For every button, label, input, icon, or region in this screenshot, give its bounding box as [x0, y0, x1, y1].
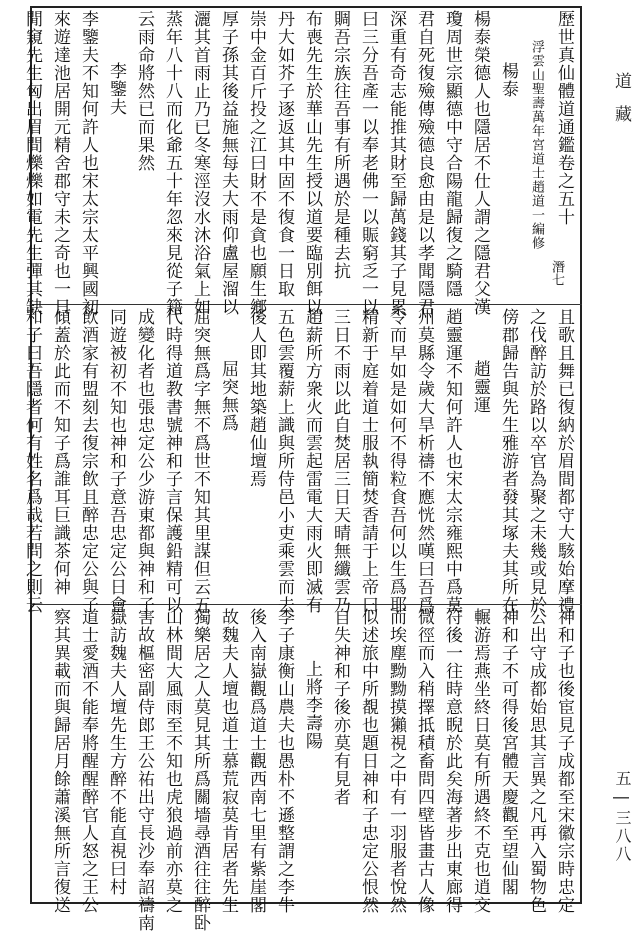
text-column: 符後一往時意睨於此矣海著步出東廊得: [442, 608, 462, 914]
text-column: 深重有奇志能推其財至歸萬錢其子見累: [386, 10, 406, 316]
text-column: 云雨命將然已而果然: [134, 10, 154, 172]
corner-label: 潛七: [549, 260, 564, 286]
text-column: 後人即其地築趙仙壇焉: [246, 308, 266, 488]
text-column: 獨樂居之人莫見其所爲關墻尋酒往往醉卧: [190, 608, 210, 932]
text-column: 故魏夫人壇也道士慕荒寂莫肯居者先生: [218, 608, 238, 914]
scroll-title: 歷世真仙體道通鑑卷之五十: [554, 10, 574, 226]
section-heading: 上將李壽陽: [302, 660, 322, 750]
text-column: 自失神和子後亦莫有見者: [330, 608, 350, 806]
text-column: 之伐醉訪於路以卒官為聚之未幾或見於: [526, 308, 546, 614]
text-column: 而埃塵黝黝摸獺視之中有一羽服者悅然: [386, 608, 406, 914]
text-column: 厚子孫其後益施無每夫大雨仰盧屋溜以: [218, 10, 238, 316]
text-column: 君自死復殮傳殮德良愈由是以孝聞隱君: [414, 10, 434, 316]
text-column: 趙薪所方衆火而雲起雷電大雨火即滅有: [302, 308, 322, 614]
text-column: 閒窺先生匈出眉間爍爍如電先生彈其缺: [22, 10, 42, 316]
section-heading: 趙靈運: [470, 360, 490, 414]
text-column: 賙吾宗族往吾事有所遇於是種去抗: [330, 10, 350, 280]
section-heading: 李鑒夫: [106, 62, 126, 116]
side-title: 道藏: [611, 72, 631, 138]
text-panel-bottom: [34, 608, 578, 932]
text-column: 來遊達池居開元精舍郡守未之奇也一日: [50, 10, 70, 316]
text-column: 趙靈運不知何許人也宋太宗雍熙中爲莫: [442, 308, 462, 614]
text-column: 李子康衡山農夫也愚朴不遜整謂之李牛: [274, 608, 294, 914]
column-container: [22, 10, 578, 316]
text-column: 令而早如是如何不得粒食吾何以生爲耶: [386, 308, 406, 614]
section-heading: 楊泰: [498, 62, 518, 98]
text-column: 楊泰榮德人也隱居不仕人謂之隱君父漢: [470, 10, 490, 316]
text-column: 精新于庭着道士服執簡焚香請于上帝曰: [358, 308, 378, 614]
text-column: 蒸年八十八而化爺五十年忽來見從子籍: [162, 10, 182, 316]
text-column: 灑其首雨止乃已冬寒涇沒水沐浴氣上如: [190, 10, 210, 316]
text-column: 嶽訪魏夫人壇先生方醉不能直視曰村: [106, 608, 126, 896]
text-column: 後入南嶽觀爲道士觀西南七里有紫崖閣: [246, 608, 266, 914]
text-column: 成變化者也張忠定公少游東都與神和子: [134, 308, 154, 614]
text-column: 似述旅中所覩也題日神和子忠定公恨然: [358, 608, 378, 914]
text-column: 瓊周世宗顯德中守合陽龍歸復之騎隱: [442, 10, 462, 298]
text-column: 飲酒家有盟刻去復宗飲且醉忠定公與子: [78, 308, 98, 614]
text-column: 五色雲覆薪上識與所侍邑小吏乘雲而去: [274, 308, 294, 614]
text-column: 李鑒夫不知何許人也宋太宗太平興國初: [78, 10, 98, 316]
text-column: 且歌且舞已復納於眉間都守大駭始摩禮: [554, 308, 574, 614]
text-column: 丹大如芥子逐返其中固不復食一日取: [274, 10, 294, 298]
text-column: 山林間大風雨至不知也虎狼過前亦莫之: [162, 608, 182, 914]
text-panel-top: [22, 10, 578, 316]
text-column: 神和子也後宦見子成都至宋徽宗時忠定: [554, 608, 574, 914]
text-column: 同遊被初不知也神和子意吾忠定公日會: [106, 308, 126, 614]
text-column: 害故樞密副侍郎王公祐出守長沙奉詔禱南: [134, 608, 154, 932]
text-column: 代時得道教書號神和子言保護鉛精可以: [162, 308, 182, 614]
text-column: 輾游焉燕坐終日莫有所遇終不克也逍交: [470, 608, 490, 914]
text-column: 布喪先生於華山先生授以道要臨別餌以: [302, 10, 322, 316]
text-column: 道士愛酒不能奉將醒醒醉官人怒之王公: [78, 608, 98, 914]
text-column: 察其異載而與歸居月餘蕭溪無所言復送: [50, 608, 70, 914]
section-heading: 屈突無爲: [218, 360, 238, 432]
text-column: 微徑而入稍擇抵積畜問四壁皆畫古人像: [414, 608, 434, 914]
text-panel-middle: [22, 308, 578, 614]
text-column: 曰三分吾產一以奉老佛一以賑窮乏一以: [358, 10, 378, 316]
text-column: 傾蓋於此而不知子爲誰耳巨識茶何神: [50, 308, 70, 596]
text-column: 傍郡歸告與先生雅游者發其塚夫其所在: [498, 308, 518, 614]
text-column: 屈突無爲字無不爲世不知其里謀但云五: [190, 308, 210, 614]
text-column: 和子曰吾隱者何有姓名爲哉若問之則云: [22, 308, 42, 614]
text-column: 三日不雨以此自焚居三日天晴無纖雲乃: [330, 308, 350, 614]
text-column: 神和子不可得後宮體天慶觀至望仙閣: [498, 608, 518, 896]
page-number: 五 | 三八八: [613, 770, 632, 864]
text-column: 公出守成都始思其言異之凡再入蜀物色: [526, 608, 546, 914]
author-byline: 浮雲山聖壽萬年宮道士趙道一編修: [529, 40, 544, 250]
text-column: 州莫縣令歲大旱析禱不應恍然嘆曰吾爲: [414, 308, 434, 614]
column-container: [22, 308, 578, 614]
column-container: [34, 608, 578, 932]
text-column: 崇中金百斤投之江曰財不是貪也願生鄉: [246, 10, 266, 316]
